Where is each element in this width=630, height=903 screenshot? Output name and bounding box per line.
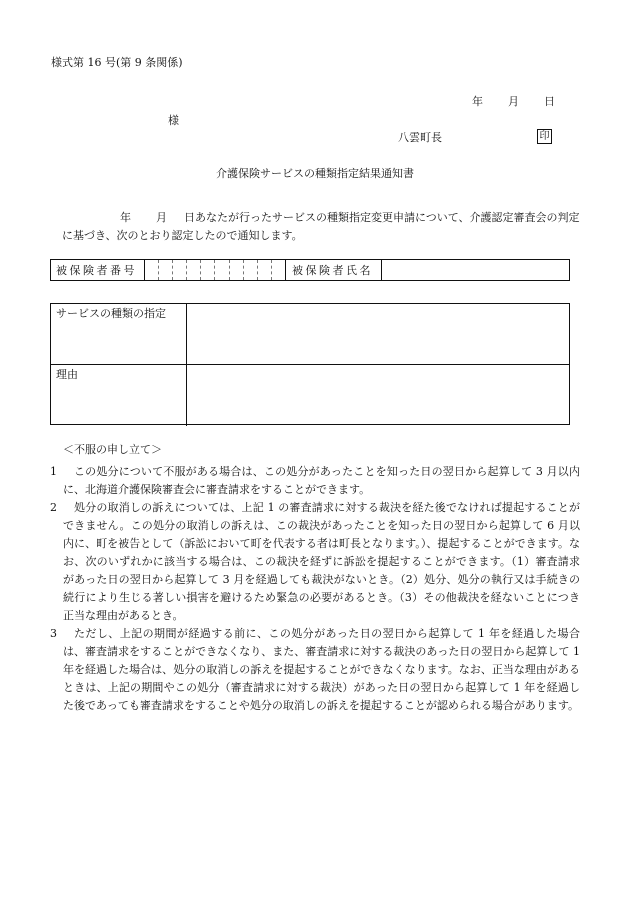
- intro-text: 日あなたが行ったサービスの種類指定変更申請について、介護認定審査会の判定に基づき、次のとおり認定したので通知します。: [62, 211, 580, 242]
- appeal-item-number: 2: [50, 501, 57, 514]
- date-day: 日: [544, 95, 555, 108]
- digit-box[interactable]: [244, 260, 258, 280]
- digit-box[interactable]: [145, 260, 159, 280]
- service-type-label: サービスの種類の指定: [51, 304, 187, 364]
- insured-id-table: [50, 259, 570, 281]
- appeal-section: [50, 441, 580, 715]
- date-year: 年: [472, 95, 483, 108]
- issuer-name: 八雲町長: [398, 131, 442, 144]
- service-designation-table: [50, 303, 570, 425]
- digit-box[interactable]: [159, 260, 173, 280]
- insured-name-label: 被保険者氏名: [286, 260, 382, 280]
- appeal-item-number: 1: [50, 465, 57, 478]
- appeal-item-text: 処分の取消しの訴えについては、上記 1 の審査請求に対する裁決を経た後でなければ提起することができません。この処分の取消しの訴えは、この裁決があったことを知った日の翌日から起算して 6 月以内に、町を被告として（訴訟において町を代表する者は町長となります。）、提起することができます。なお、次のいずれかに該当する場合は、この裁決を経ずに訴訟を提起することができます。（1）審査請求があった日の翌日から起算して 3 月を経過しても裁決がないとき。（2）処分、処分の執行又は手続きの続行により生じる著しい損害を避けるため緊急の必要があるとき。（3）その他裁決を経ないことにつき正当な理由があるとき。: [63, 501, 580, 622]
- appeal-heading: ＜不服の申し立て＞: [63, 443, 162, 456]
- appeal-item: [50, 625, 580, 715]
- digit-box[interactable]: [258, 260, 272, 280]
- digit-box[interactable]: [272, 260, 285, 280]
- digit-box[interactable]: [201, 260, 215, 280]
- insured-number-boxes[interactable]: [145, 260, 286, 280]
- document-title: 介護保険サービスの種類指定結果通知書: [216, 167, 414, 180]
- seal-mark: 印: [537, 129, 552, 144]
- form-number: 様式第 16 号(第 9 条関係): [51, 56, 183, 69]
- appeal-item: [50, 499, 580, 625]
- service-type-row: [51, 304, 569, 365]
- insured-name-field[interactable]: [382, 260, 569, 280]
- insured-number-label: 被保険者番号: [51, 260, 145, 280]
- digit-box[interactable]: [187, 260, 201, 280]
- appeal-item-text: この処分について不服がある場合は、この処分があったことを知った日の翌日から起算して 3 月以内に、北海道介護保険審査会に審査請求をすることができます。: [63, 465, 580, 496]
- intro-paragraph: [62, 209, 582, 245]
- reason-field[interactable]: [187, 365, 569, 426]
- appeal-item-text: ただし、上記の期間が経過する前に、この処分があった日の翌日から起算して 1 年を経過した場合は、審査請求をすることができなくなり、また、審査請求に対する裁決のあった日の翌日から起算して 1 年を経過した場合は、処分の取消しの訴えを提起することができなくなります。なお、正当な理由があるときは、上記の期間やこの処分（審査請求に対する裁決）があった日の翌日から起算して 1 年を経過した後であっても審査請求をすることや処分の取消しの訴えを提起することが認められる場合があります。: [63, 627, 580, 712]
- reason-label: 理由: [51, 365, 187, 426]
- notice-date: [472, 96, 555, 107]
- appeal-item: [50, 463, 580, 499]
- appeal-item-number: 3: [50, 627, 57, 640]
- digit-box[interactable]: [173, 260, 187, 280]
- service-type-field[interactable]: [187, 304, 569, 364]
- digit-box[interactable]: [230, 260, 244, 280]
- intro-month: 月: [156, 211, 167, 224]
- addressee: 様: [168, 114, 179, 127]
- date-month: 月: [508, 95, 519, 108]
- digit-box[interactable]: [215, 260, 229, 280]
- reason-row: [51, 365, 569, 426]
- intro-year: 年: [120, 211, 131, 224]
